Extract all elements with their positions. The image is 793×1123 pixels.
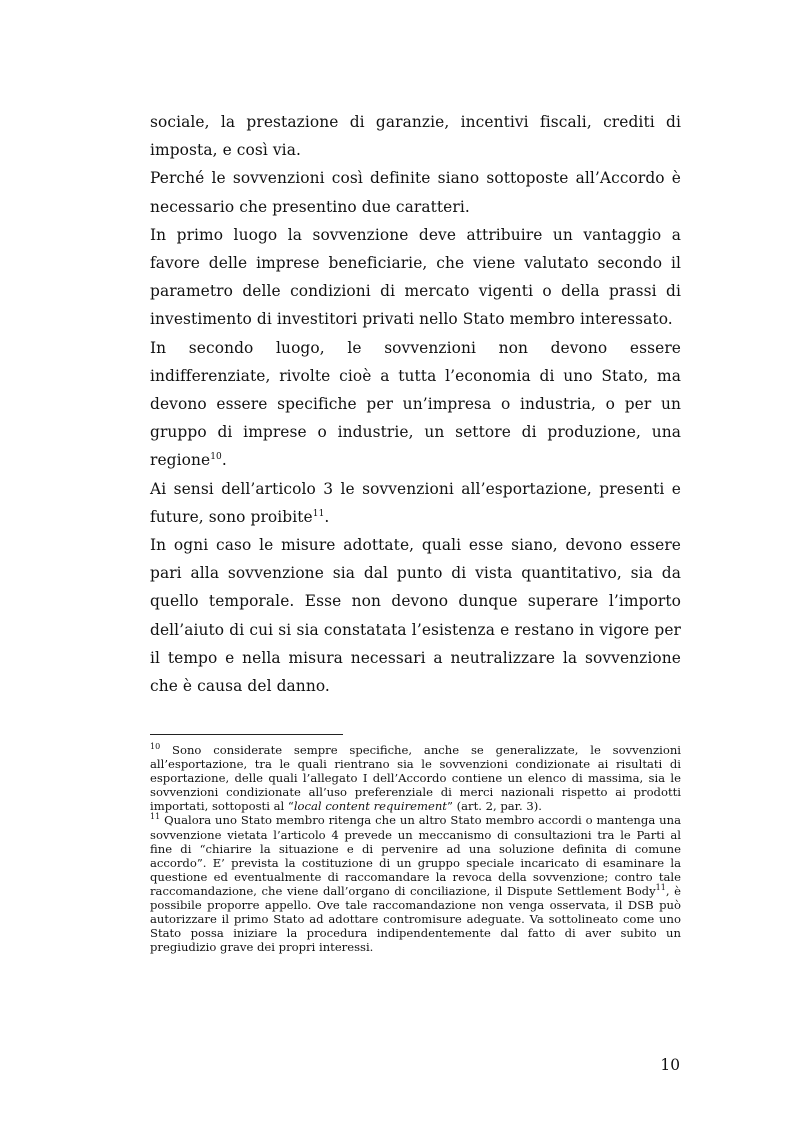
paragraph-text: In primo luogo la sovvenzione deve attribuire un vantaggio a favore delle imprese beneficiarie, che viene valutato secondo il parametro delle condizioni di mercato vigenti o della prassi di investimento di investitori privati nello Stato membro interessato. [150, 225, 681, 329]
paragraph [150, 108, 681, 164]
paragraph [150, 164, 681, 220]
footnote-ref-10[interactable]: 10 [210, 452, 222, 463]
paragraph-text: In ogni caso le misure adottate, quali esse siano, devono essere pari alla sovvenzione sia dal punto di vista quantitativo, sia da quello temporale. Esse non devono dunque superare l’importo dell’aiuto di cui si sia constatata l’esistenza e restano in vigore per il tempo e nella misura necessari a neutralizzare la sovvenzione che è causa del danno. [150, 536, 681, 696]
punctuation: . [324, 507, 330, 526]
paragraph-text: Perché le sovvenzioni così definite siano sottoposte all’Accordo è necessario che presentino due caratteri. [150, 169, 681, 216]
footnote-10 [150, 743, 681, 813]
footnote-italic-text: local content requirement [293, 799, 447, 814]
paragraph [150, 475, 681, 531]
footnote-text: Qualora uno Stato membro ritenga che un altro Stato membro accordi o mantenga una sovvenzione vietata l’articolo 4 prevede un meccanismo di consultazioni tra le Parti al fine di “chiarire la situazione e di pervenire ad una soluzione definita di comune accordo”. E’ prevista la costituzione di un gruppo speciale incaricato di esaminare la questione ed eventualmente di raccomandare la revoca della sovvenzione; contro tale raccomandazione, che viene dall’organo di conciliazione, il Dispute Settlement Body [150, 813, 681, 898]
punctuation: . [221, 451, 227, 470]
paragraph [150, 334, 681, 475]
footnote-separator [150, 734, 343, 735]
page-number: 10 [660, 1056, 680, 1074]
paragraph [150, 221, 681, 334]
footnote-text: ” (art. 2, par. 3). [446, 799, 542, 814]
footnotes [150, 743, 681, 954]
paragraph-text: Ai sensi dell’articolo 3 le sovvenzioni all’esportazione, presenti e future, sono proibite [150, 479, 681, 526]
paragraph-text: sociale, la prestazione di garanzie, incentivi fiscali, crediti di imposta, e così via. [150, 113, 681, 160]
paragraph [150, 531, 681, 700]
footnote-ref-11[interactable]: 11 [312, 508, 325, 519]
footnote-11 [150, 813, 681, 954]
main-text [150, 108, 681, 700]
footnote-text: , è possibile proporre appello. Ove tale raccomandazione non venga osservata, il DSB può autorizzare il primo Stato ad adottare contromisure adeguate. Va sottolineato come uno Stato possa iniziare la procedura indipendentemente dal fatto di aver subito un pregiudizio grave dei propri interessi. [150, 883, 681, 955]
footnote-number: 10 [150, 742, 161, 752]
footnote-inner-ref: 11 [655, 883, 666, 893]
paragraph-text: In secondo luogo, le sovvenzioni non devono essere indifferenziate, rivolte cioè a tutta l’economia di uno Stato, ma devono essere specifiche per un’impresa o industria, o per un gruppo di imprese o industrie, un settore di produzione, una regione [150, 338, 681, 470]
footnote-number: 11 [150, 812, 161, 822]
footnote-text: Sono considerate sempre specifiche, anche se generalizzate, le sovvenzioni all’esportazione, tra le quali rientrano sia le sovvenzioni condizionate ai risultati di esportazione, delle quali l’allegato I dell’Accordo contiene un elenco di massima, sia le sovvenzioni condizionate all’uso preferenziale di merci nazionali rispetto ai prodotti importati, sottoposti al “ [150, 743, 681, 814]
